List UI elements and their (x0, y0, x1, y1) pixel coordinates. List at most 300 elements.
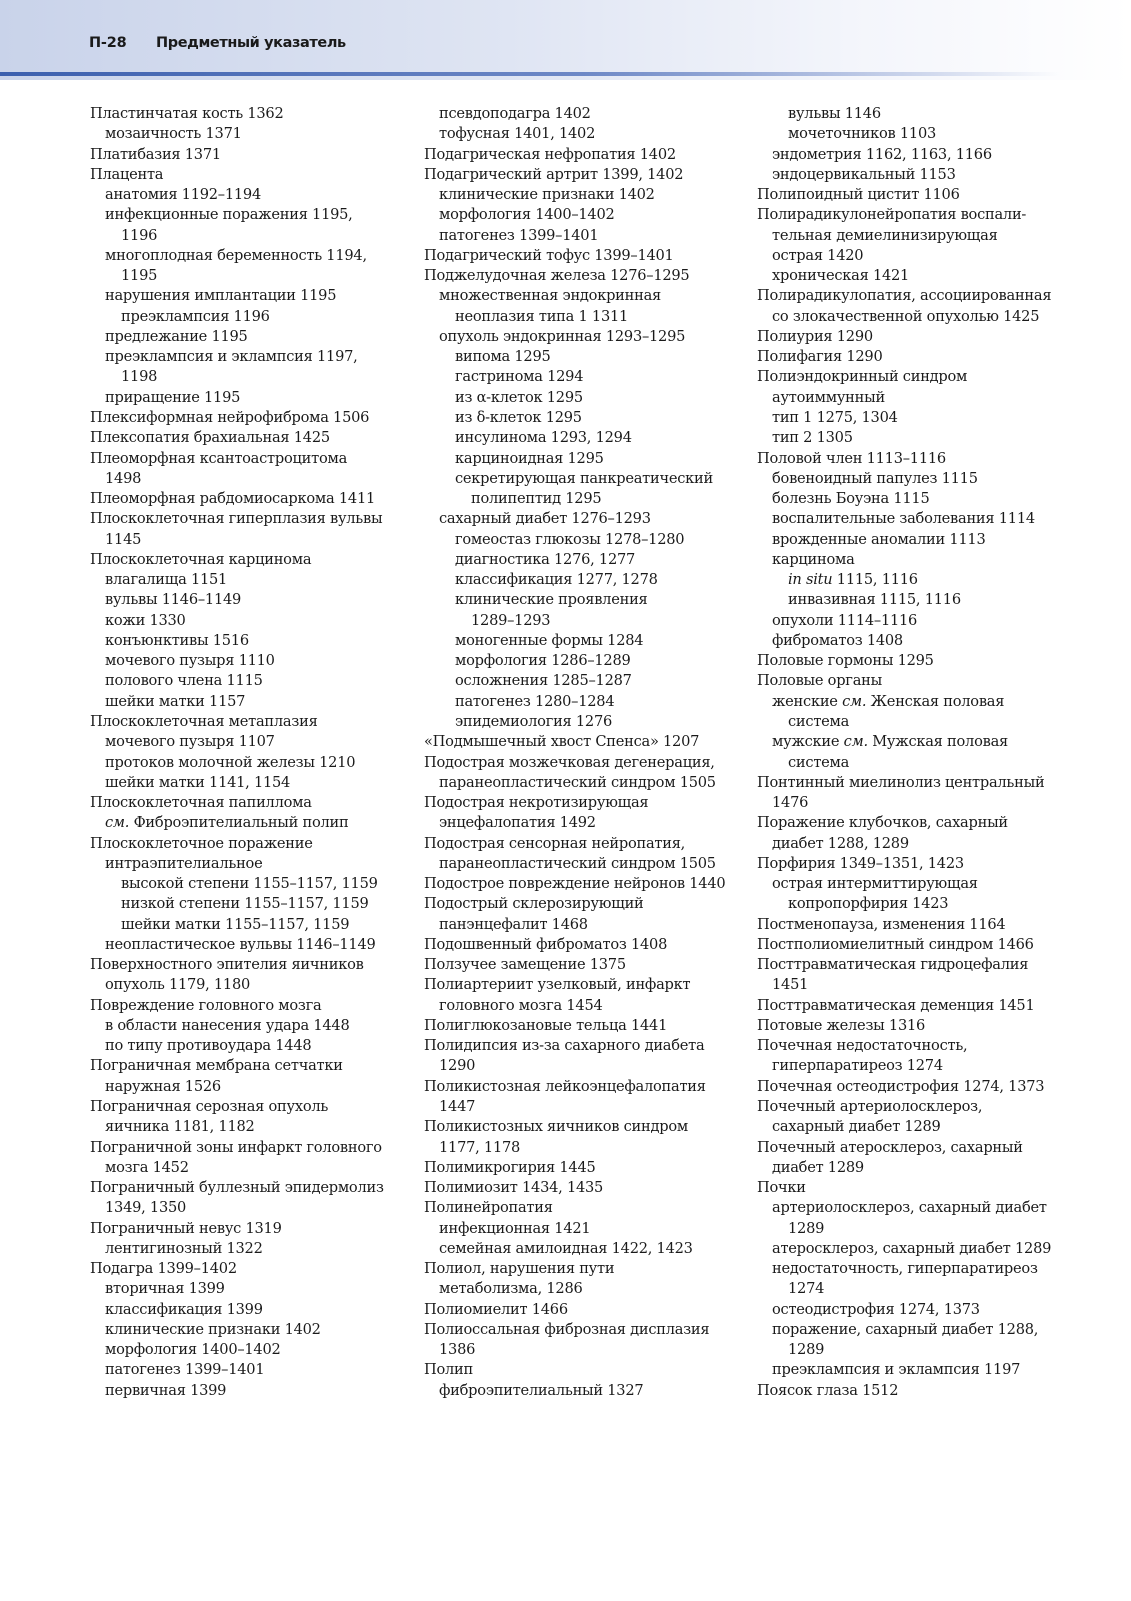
entry-text: мозга 1452 (105, 1158, 189, 1176)
entry-text: Подострая мозжечковая дегенерация, (424, 753, 715, 771)
index-subentry (424, 1219, 734, 1239)
index-entry (424, 793, 734, 813)
entry-text: сахарный диабет 1276–1293 (439, 510, 651, 528)
index-entry (90, 428, 400, 448)
entry-text: Полидипсия из-за сахарного диабета (424, 1037, 705, 1055)
entry-text: гомеостаз глюкозы 1278–1280 (455, 530, 685, 548)
cross-reference-marker: in situ (788, 571, 833, 589)
entry-text: Постполиомиелитный синдром 1466 (757, 935, 1034, 953)
entry-text: остеодистрофия 1274, 1373 (772, 1300, 980, 1318)
entry-text: шейки матки 1155–1157, 1159 (121, 915, 350, 933)
index-entry (424, 874, 734, 894)
entry-text: низкой степени 1155–1157, 1159 (121, 895, 369, 913)
entry-text: 1198 (121, 368, 158, 386)
index-subentry (90, 1036, 400, 1056)
entry-text: 1289 (788, 1219, 825, 1237)
entry-text: Плоскоклеточное поражение (90, 834, 313, 852)
index-subentry (757, 145, 1077, 165)
entry-text: классификация 1399 (105, 1300, 263, 1318)
entry-text: патогенез 1399–1401 (105, 1361, 265, 1379)
index-subentry (424, 550, 734, 570)
index-subentry (424, 408, 734, 428)
index-entry (90, 165, 400, 185)
index-entry (757, 1138, 1077, 1158)
index-subentry (424, 205, 734, 225)
index-entry (424, 834, 734, 854)
entry-text: Посттравматическая деменция 1451 (757, 996, 1035, 1014)
index-subentry (757, 874, 1077, 894)
index-subentry (424, 570, 734, 590)
entry-text: Пограничная мембрана сетчатки (90, 1057, 343, 1075)
index-subentry (757, 732, 1077, 752)
entry-text: мочевого пузыря 1110 (105, 652, 275, 670)
entry-text: фиброматоз 1408 (772, 631, 903, 649)
index-subentry (424, 651, 734, 671)
entry-text: система (788, 712, 850, 730)
index-subentry (424, 388, 734, 408)
index-subentry (424, 1056, 734, 1076)
entry-text: Полиартериит узелковый, инфаркт (424, 976, 691, 994)
index-subentry (424, 185, 734, 205)
entry-text: воспалительные заболевания 1114 (772, 510, 1035, 528)
index-subentry (90, 894, 400, 914)
entry-text: Плексиформная нейрофиброма 1506 (90, 408, 370, 426)
entry-text: морфология 1400–1402 (439, 206, 615, 224)
index-subentry (90, 631, 400, 651)
entry-text: Полип (424, 1361, 473, 1379)
entry-text: болезнь Боуэна 1115 (772, 490, 930, 508)
entry-text: Полирадикулопатия, ассоциированная (757, 287, 1052, 305)
entry-text: мочевого пузыря 1107 (105, 733, 275, 751)
entry-text: карцинома (772, 550, 855, 568)
entry-text: Почки (757, 1179, 806, 1197)
index-entry (424, 1117, 734, 1137)
cross-reference-marker: см. (105, 814, 130, 832)
entry-text: недостаточность, гиперпаратиреоз (772, 1260, 1038, 1278)
index-entry (424, 935, 734, 955)
entry-text: хроническая 1421 (772, 267, 910, 285)
index-subentry (424, 489, 734, 509)
entry-text: шейки матки 1141, 1154 (105, 773, 291, 791)
entry-text: Ползучее замещение 1375 (424, 956, 626, 974)
entry-text: атеросклероз, сахарный диабет 1289 (772, 1239, 1052, 1257)
index-entry (757, 205, 1077, 225)
index-entry (757, 1381, 1077, 1401)
index-entry (757, 935, 1077, 955)
entry-text: эпидемиология 1276 (455, 712, 613, 730)
entry-term: женские (772, 692, 838, 710)
index-subentry (90, 1360, 400, 1380)
entry-text: Половые органы (757, 672, 882, 690)
entry-text: гиперпаратиреоз 1274 (772, 1057, 943, 1075)
index-subentry (757, 1360, 1077, 1380)
index-subentry (90, 1198, 400, 1218)
entry-text: преэклампсия 1196 (121, 307, 270, 325)
entry-text: высокой степени 1155–1157, 1159 (121, 875, 378, 893)
index-column-1 (90, 104, 400, 1401)
entry-text: 1289 (788, 1341, 825, 1359)
index-subentry (757, 408, 1077, 428)
index-subentry (424, 611, 734, 631)
index-entry (424, 266, 734, 286)
index-subentry (757, 1239, 1077, 1259)
index-subentry (757, 388, 1077, 408)
index-subentry (90, 347, 400, 367)
entry-text: вульвы 1146–1149 (105, 591, 242, 609)
entry-text: влагалища 1151 (105, 571, 228, 589)
entry-text: копропорфирия 1423 (788, 895, 949, 913)
index-entry (90, 834, 400, 854)
index-entry (90, 1097, 400, 1117)
entry-text: 1274 (788, 1280, 825, 1298)
entry-text: шейки матки 1157 (105, 692, 246, 710)
index-subentry (90, 1077, 400, 1097)
entry-text: из α-клеток 1295 (455, 388, 583, 406)
entry-term: мужские (772, 733, 840, 751)
index-entry (424, 975, 734, 995)
entry-text: фиброэпителиальный 1327 (439, 1381, 644, 1399)
index-subentry (757, 1320, 1077, 1340)
entry-text: 1476 (772, 794, 809, 812)
entry-text: преэклампсия и эклампсия 1197 (772, 1361, 1021, 1379)
entry-text: Платибазия 1371 (90, 145, 221, 163)
index-entry (424, 1077, 734, 1097)
entry-text: со злокачественной опухолью 1425 (772, 307, 1040, 325)
index-entry (757, 1077, 1077, 1097)
index-entry (424, 246, 734, 266)
entry-text: острая 1420 (772, 246, 864, 264)
index-entry (757, 915, 1077, 935)
index-subentry (757, 1259, 1077, 1279)
index-subentry (757, 712, 1077, 732)
index-subentry (90, 1381, 400, 1401)
index-subentry (90, 692, 400, 712)
index-subentry (90, 266, 400, 286)
entry-text: бовеноидный папулез 1115 (772, 469, 978, 487)
cross-reference-marker: см. (843, 733, 868, 751)
index-subentry (90, 1239, 400, 1259)
entry-text: Женская половая (870, 692, 1005, 710)
index-subentry (757, 975, 1077, 995)
entry-text: протоков молочной железы 1210 (105, 753, 356, 771)
entry-text: Плоскоклеточная папиллома (90, 794, 312, 812)
index-entry (424, 1178, 734, 1198)
entry-text: Подагра 1399–1402 (90, 1260, 237, 1278)
index-entry (424, 894, 734, 914)
entry-text: Подострый склерозирующий (424, 895, 644, 913)
entry-text: Плексопатия брахиальная 1425 (90, 429, 330, 447)
entry-text: головного мозга 1454 (439, 996, 603, 1014)
index-entry (757, 367, 1077, 387)
index-entry (757, 1097, 1077, 1117)
index-subentry (90, 975, 400, 995)
entry-text: инсулинома 1293, 1294 (455, 429, 632, 447)
index-entry (757, 286, 1077, 306)
index-subentry (90, 753, 400, 773)
index-subentry (90, 590, 400, 610)
index-entry (90, 996, 400, 1016)
index-entry (90, 509, 400, 529)
entry-text: Полифагия 1290 (757, 348, 883, 366)
index-subentry (757, 489, 1077, 509)
index-subentry (757, 1219, 1077, 1239)
entry-text: 1498 (105, 469, 142, 487)
entry-text: опухоли 1114–1116 (772, 611, 918, 629)
index-subentry (424, 773, 734, 793)
entry-text: 1290 (439, 1057, 476, 1075)
index-subentry (90, 935, 400, 955)
entry-text: инвазивная 1115, 1116 (788, 591, 961, 609)
entry-text: 1447 (439, 1098, 476, 1116)
index-subentry (90, 611, 400, 631)
entry-text: гастринома 1294 (455, 368, 584, 386)
index-entry (424, 732, 734, 752)
entry-text: полового члена 1115 (105, 672, 263, 690)
entry-text: Почечный артериолосклероз, (757, 1098, 983, 1116)
entry-text: Поясок глаза 1512 (757, 1381, 899, 1399)
index-entry (90, 1219, 400, 1239)
index-entry (757, 1036, 1077, 1056)
entry-text: 1177, 1178 (439, 1138, 521, 1156)
index-entry (90, 1056, 400, 1076)
entry-text: патогенез 1280–1284 (455, 692, 615, 710)
entry-text: Подострая некротизирующая (424, 794, 649, 812)
entry-text: Подагрический артрит 1399, 1402 (424, 165, 684, 183)
entry-text: випома 1295 (455, 348, 551, 366)
entry-text: классификация 1277, 1278 (455, 571, 658, 589)
index-subentry (90, 1016, 400, 1036)
entry-text: Полимикрогирия 1445 (424, 1158, 596, 1176)
index-entry (424, 1360, 734, 1380)
entry-text: Полиомиелит 1466 (424, 1300, 568, 1318)
index-subentry (90, 1300, 400, 1320)
index-entry (90, 1259, 400, 1279)
entry-text: Половой член 1113–1116 (757, 449, 946, 467)
page-number: П-28 (89, 35, 127, 51)
index-subentry (90, 388, 400, 408)
entry-text: Почечная остеодистрофия 1274, 1373 (757, 1077, 1045, 1095)
index-subentry (90, 124, 400, 144)
index-subentry (757, 246, 1077, 266)
index-subentry (757, 124, 1077, 144)
index-entry (90, 712, 400, 732)
entry-text: Пластинчатая кость 1362 (90, 105, 284, 122)
index-subentry (757, 1117, 1077, 1137)
entry-text: Почечный атеросклероз, сахарный (757, 1138, 1023, 1156)
entry-text: Полипоидный цистит 1106 (757, 186, 960, 204)
index-entry (90, 793, 400, 813)
index-subentry (90, 530, 400, 550)
entry-text: поражение, сахарный диабет 1288, (772, 1320, 1039, 1338)
index-entry (90, 104, 400, 124)
index-subentry (757, 307, 1077, 327)
entry-text: диабет 1289 (772, 1158, 864, 1176)
entry-text: 1196 (121, 226, 158, 244)
cross-reference-marker: см. (842, 692, 867, 710)
index-subentry (757, 1300, 1077, 1320)
index-subentry (90, 1340, 400, 1360)
entry-text: Половые гормоны 1295 (757, 652, 934, 670)
index-entry (90, 489, 400, 509)
index-subentry (757, 1340, 1077, 1360)
entry-text: Потовые железы 1316 (757, 1016, 926, 1034)
entry-text: в области нанесения удара 1448 (105, 1016, 350, 1034)
index-column-2 (424, 104, 734, 1401)
index-subentry (424, 813, 734, 833)
index-subentry (424, 327, 734, 347)
entry-text: по типу противоудара 1448 (105, 1037, 312, 1055)
entry-text: вульвы 1146 (788, 105, 881, 122)
entry-text: Пограничный буллезный эпидермолиз (90, 1179, 384, 1197)
index-subentry (757, 1056, 1077, 1076)
entry-text: кожи 1330 (105, 611, 186, 629)
index-subentry (757, 165, 1077, 185)
entry-text: мочеточников 1103 (788, 125, 937, 143)
index-entry (424, 1259, 734, 1279)
index-subentry (424, 1340, 734, 1360)
entry-text: Мужская половая (872, 733, 1008, 751)
entry-text: Полимиозит 1434, 1435 (424, 1179, 604, 1197)
index-entry (424, 1320, 734, 1340)
index-subentry (757, 894, 1077, 914)
entry-text: Поджелудочная железа 1276–1295 (424, 267, 690, 285)
entry-text: Порфирия 1349–1351, 1423 (757, 854, 964, 872)
index-subentry (424, 286, 734, 306)
index-subentry (757, 550, 1077, 570)
index-subentry (757, 530, 1077, 550)
index-subentry (424, 854, 734, 874)
index-subentry (90, 1320, 400, 1340)
entry-text: энцефалопатия 1492 (439, 814, 596, 832)
entry-text: интраэпителиальное (105, 854, 263, 872)
index-subentry (757, 570, 1077, 590)
entry-text: опухоль эндокринная 1293–1295 (439, 327, 686, 345)
entry-text: Поликистозных яичников синдром (424, 1118, 688, 1136)
entry-text: клинические проявления (455, 591, 648, 609)
entry-text: предлежание 1195 (105, 327, 248, 345)
entry-text: 1289–1293 (471, 611, 551, 629)
entry-text: диагностика 1276, 1277 (455, 550, 636, 568)
entry-text: 1145 (105, 530, 142, 548)
entry-text: мозаичность 1371 (105, 125, 242, 143)
entry-text: Подострая сенсорная нейропатия, (424, 834, 686, 852)
entry-text: преэклампсия и эклампсия 1197, (105, 348, 358, 366)
entry-text: Поверхностного эпителия яичников (90, 956, 364, 974)
entry-text: тельная демиелинизирующая (772, 226, 998, 244)
index-subentry (90, 671, 400, 691)
index-subentry (424, 449, 734, 469)
index-subentry (90, 185, 400, 205)
entry-text: 1451 (772, 976, 809, 994)
index-entry (757, 651, 1077, 671)
entry-text: Пограничной зоны инфаркт головного (90, 1138, 382, 1156)
index-entry (757, 1178, 1077, 1198)
index-subentry (90, 246, 400, 266)
index-subentry (424, 347, 734, 367)
index-subentry (424, 226, 734, 246)
entry-text: Плацента (90, 165, 164, 183)
index-subentry (757, 1198, 1077, 1218)
index-subentry (424, 671, 734, 691)
index-entry (757, 347, 1077, 367)
index-subentry (424, 1097, 734, 1117)
index-entry (757, 854, 1077, 874)
entry-text: моногенные формы 1284 (455, 631, 644, 649)
index-subentry (90, 915, 400, 935)
entry-text: Полиглюкозановые тельца 1441 (424, 1016, 668, 1034)
entry-text: Почечная недостаточность, (757, 1037, 968, 1055)
index-subentry (757, 226, 1077, 246)
index-subentry (90, 286, 400, 306)
index-subentry (757, 753, 1077, 773)
index-subentry (757, 469, 1077, 489)
entry-text: морфология 1286–1289 (455, 652, 631, 670)
entry-text: Пограничный невус 1319 (90, 1219, 282, 1237)
index-subentry (757, 631, 1077, 651)
entry-text: тип 1 1275, 1304 (772, 408, 898, 426)
index-entry (90, 408, 400, 428)
entry-text: клинические признаки 1402 (439, 186, 655, 204)
index-subentry (424, 428, 734, 448)
entry-text: полипептид 1295 (471, 490, 602, 508)
entry-text: паранеопластический синдром 1505 (439, 773, 716, 791)
entry-text: лентигинозный 1322 (105, 1239, 263, 1257)
entry-text: Полирадикулонейропатия воспали- (757, 206, 1027, 224)
index-entry (757, 773, 1077, 793)
entry-text: множественная эндокринная (439, 287, 661, 305)
entry-text: панэнцефалит 1468 (439, 915, 588, 933)
entry-text: клинические признаки 1402 (105, 1320, 321, 1338)
index-subentry (424, 1279, 734, 1299)
entry-text: псевдоподагра 1402 (439, 105, 591, 122)
index-subentry (424, 307, 734, 327)
index-subentry (90, 367, 400, 387)
index-subentry (424, 367, 734, 387)
index-subentry (757, 428, 1077, 448)
entry-text: эндометрия 1162, 1163, 1166 (772, 145, 992, 163)
index-entry (424, 145, 734, 165)
entry-text: Полиол, нарушения пути (424, 1260, 615, 1278)
entry-text: Пограничная серозная опухоль (90, 1098, 329, 1116)
entry-text: Плеоморфная рабдомиосаркома 1411 (90, 490, 376, 508)
index-subentry (90, 327, 400, 347)
entry-text: Поликистозная лейкоэнцефалопатия (424, 1077, 706, 1095)
index-entry (90, 449, 400, 469)
entry-text: аутоиммунный (772, 388, 885, 406)
index-subentry (90, 1158, 400, 1178)
index-entry (424, 955, 734, 975)
entry-text: Полиоссальная фиброзная дисплазия (424, 1320, 710, 1338)
entry-text: Посттравматическая гидроцефалия (757, 956, 1029, 974)
entry-text: острая интермиттирующая (772, 875, 978, 893)
index-subentry (90, 874, 400, 894)
index-subentry (757, 834, 1077, 854)
index-entry (757, 671, 1077, 691)
index-entry (424, 1300, 734, 1320)
entry-text: инфекционная 1421 (439, 1219, 591, 1237)
index-subentry (90, 1117, 400, 1137)
index-subentry (424, 712, 734, 732)
running-title: Предметный указатель (156, 35, 346, 51)
entry-text: 1349, 1350 (105, 1199, 187, 1217)
index-entry (757, 327, 1077, 347)
index-subentry (757, 1279, 1077, 1299)
entry-text: патогенез 1399–1401 (439, 226, 599, 244)
index-entry (90, 550, 400, 570)
entry-text: приращение 1195 (105, 388, 241, 406)
index-subentry (424, 631, 734, 651)
index-subentry (424, 530, 734, 550)
